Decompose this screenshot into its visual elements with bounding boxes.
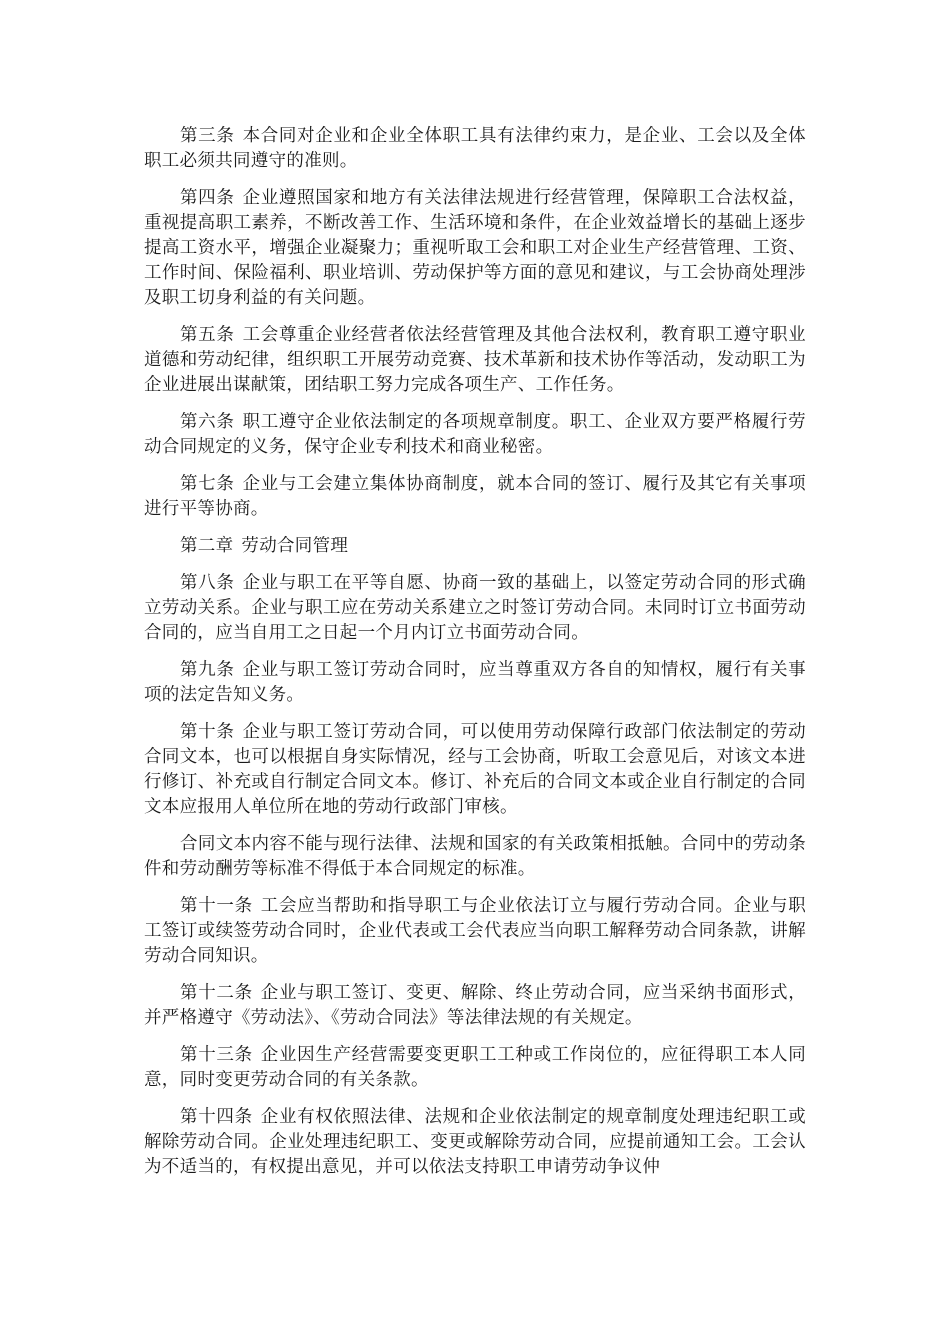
article-number: 第十条 [180, 722, 235, 742]
article-text: 企业与职工签订、变更、解除、终止劳动合同，应当采纳书面形式，并严格遵守《劳动法》、《劳动合同法》等法律法规的有关规定。 [144, 983, 807, 1028]
article-9-paragraph [144, 658, 806, 708]
paragraph-text: 合同文本内容不能与现行法律、法规和国家的有关政策相抵触。合同中的劳动条件和劳动酬劳等标准不得低于本合同规定的标准。 [144, 834, 806, 879]
article-number: 第六条 [180, 412, 235, 432]
article-10-paragraph [144, 720, 806, 820]
article-13-paragraph [144, 1043, 806, 1093]
article-number: 第十三条 [180, 1045, 253, 1065]
article-12-paragraph [144, 981, 806, 1031]
article-11-paragraph [144, 894, 806, 969]
article-text: 企业因生产经营需要变更职工工种或工作岗位的，应征得职工本人同意，同时变更劳动合同的有关条款。 [144, 1045, 807, 1090]
article-text: 工会应当帮助和指导职工与企业依法订立与履行劳动合同。企业与职工签订或续签劳动合同时，企业代表或工会代表应当向职工解释劳动合同条款，讲解劳动合同知识。 [144, 896, 807, 966]
article-number: 第十二条 [180, 983, 253, 1003]
article-7-paragraph [144, 472, 806, 522]
document-page [144, 124, 806, 1192]
article-number: 第八条 [180, 573, 235, 593]
article-number: 第十四条 [180, 1107, 253, 1127]
chapter-title: 劳动合同管理 [241, 536, 349, 556]
article-text: 企业与职工签订劳动合同，可以使用劳动保障行政部门依法制定的劳动合同文本，也可以根据自身实际情况，经与工会协商，听取工会意见后，对该文本进行修订、补充或自行制定合同文本。修订、补充后的合同文本或企业自行制定的合同文本应报用人单位所在地的劳动行政部门审核。 [144, 722, 806, 817]
article-4-paragraph [144, 186, 806, 311]
article-number: 第十一条 [180, 896, 253, 916]
article-text: 企业有权依照法律、法规和企业依法制定的规章制度处理违纪职工或解除劳动合同。企业处理违纪职工、变更或解除劳动合同，应提前通知工会。工会认为不适当的，有权提出意见，并可以依法支持职工申请劳动争议仲 [144, 1107, 807, 1177]
article-8-paragraph [144, 571, 806, 646]
article-number: 第七条 [180, 474, 235, 494]
article-6-paragraph [144, 410, 806, 460]
article-5-paragraph [144, 323, 806, 398]
article-number: 第九条 [180, 660, 235, 680]
article-number: 第五条 [180, 325, 235, 345]
chapter-2-heading [144, 534, 806, 559]
article-number: 第四条 [180, 188, 235, 208]
article-text: 企业与职工签订劳动合同时，应当尊重双方各自的知情权，履行有关事项的法定告知义务。 [144, 660, 806, 705]
article-10-continuation-paragraph [144, 832, 806, 882]
article-text: 企业与工会建立集体协商制度，就本合同的签订、履行及其它有关事项进行平等协商。 [144, 474, 806, 519]
article-text: 企业与职工在平等自愿、协商一致的基础上，以签定劳动合同的形式确立劳动关系。企业与职工应在劳动关系建立之时签订劳动合同。未同时订立书面劳动合同的，应当自用工之日起一个月内订立书面劳动合同。 [144, 573, 806, 643]
chapter-number: 第二章 [180, 536, 234, 556]
article-text: 职工遵守企业依法制定的各项规章制度。职工、企业双方要严格履行劳动合同规定的义务，保守企业专利技术和商业秘密。 [144, 412, 806, 457]
article-text: 本合同对企业和企业全体职工具有法律约束力，是企业、工会以及全体职工必须共同遵守的准则。 [144, 126, 806, 171]
article-3-paragraph [144, 124, 806, 174]
article-text: 工会尊重企业经营者依法经营管理及其他合法权利，教育职工遵守职业道德和劳动纪律，组织职工开展劳动竞赛、技术革新和技术协作等活动，发动职工为企业进展出谋献策，团结职工努力完成各项生产、工作任务。 [144, 325, 806, 395]
article-14-paragraph [144, 1105, 806, 1180]
article-text: 企业遵照国家和地方有关法律法规进行经营管理，保障职工合法权益，重视提高职工素养，不断改善工作、生活环境和条件，在企业效益增长的基础上逐步提高工资水平，增强企业凝聚力；重视听取工会和职工对企业生产经营管理、工资、工作时间、保险福利、职业培训、劳动保护等方面的意见和建议，与工会协商处理涉及职工切身利益的有关问题。 [144, 188, 806, 308]
article-number: 第三条 [180, 126, 235, 146]
